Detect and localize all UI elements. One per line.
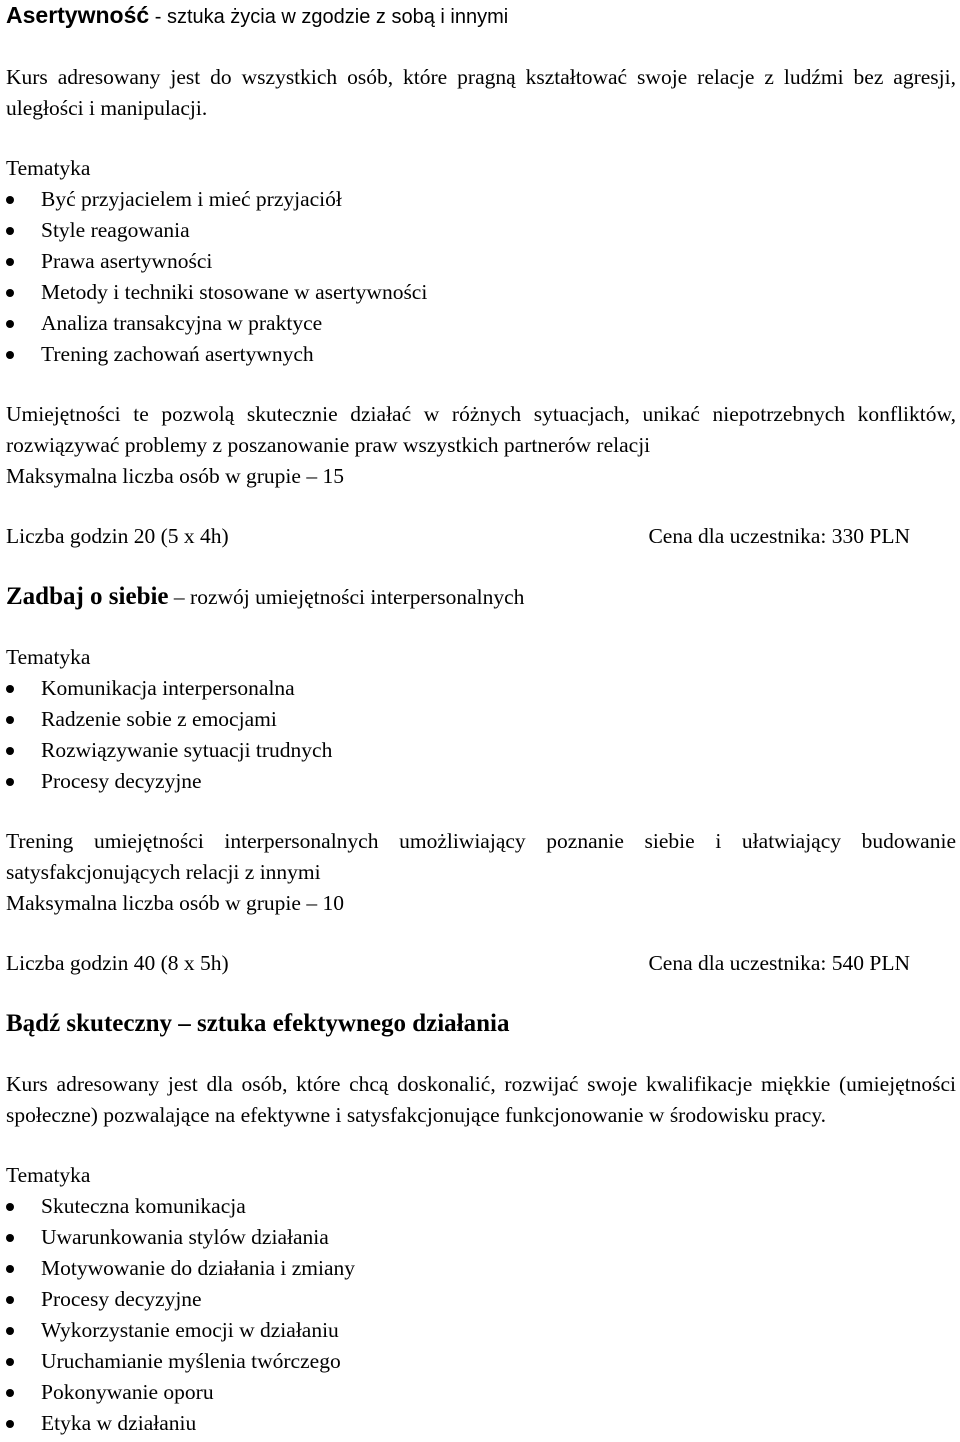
course-hours: Liczba godzin 20 (5 x 4h) xyxy=(6,524,229,548)
list-item: Komunikacja interpersonalna xyxy=(6,673,956,704)
bullet-icon xyxy=(6,1389,14,1397)
course-zadbaj-o-siebie xyxy=(6,581,956,979)
course-title-line xyxy=(6,0,956,33)
list-item: Analiza transakcyjna w praktyce xyxy=(6,308,956,339)
bullet-icon xyxy=(6,1358,14,1366)
bullet-icon xyxy=(6,747,14,755)
bullet-icon xyxy=(6,351,14,359)
list-item: Procesy decyzyjne xyxy=(6,766,956,797)
bullet-icon xyxy=(6,227,14,235)
bullet-icon xyxy=(6,258,14,266)
course-meta-row xyxy=(6,521,910,552)
course-badz-skuteczny xyxy=(6,1008,956,1439)
list-item: Wykorzystanie emocji w działaniu xyxy=(6,1315,956,1346)
course-intro: Kurs adresowany jest dla osób, które chcą doskonalić, rozwijać swoje kwalifikacje miękkie (umiejętności społeczne) pozwalające na efektywne i satysfakcjonujące funkcjonowanie w środowisku pracy. xyxy=(6,1072,956,1127)
course-price: Cena dla uczestnika: 540 PLN xyxy=(648,951,910,975)
topics-label: Tematyka xyxy=(6,156,91,180)
bullet-icon xyxy=(6,1234,14,1242)
course-title: Asertywność xyxy=(6,2,150,28)
list-item: Pokonywanie oporu xyxy=(6,1377,956,1408)
list-item: Style reagowania xyxy=(6,215,956,246)
course-title-line xyxy=(6,581,956,613)
bullet-icon xyxy=(6,1265,14,1273)
list-item: Metody i techniki stosowane w asertywności xyxy=(6,277,956,308)
topics-label: Tematyka xyxy=(6,645,91,669)
list-item: Rozwiązywanie sytuacji trudnych xyxy=(6,735,956,766)
course-title-line xyxy=(6,1008,956,1040)
topics-list xyxy=(6,1191,956,1439)
list-item: Być przyjacielem i mieć przyjaciół xyxy=(6,184,956,215)
list-item: Uruchamianie myślenia twórczego xyxy=(6,1346,956,1377)
list-item: Procesy decyzyjne xyxy=(6,1284,956,1315)
list-item: Etyka w działaniu xyxy=(6,1408,956,1439)
course-meta-row xyxy=(6,948,910,979)
course-description: Umiejętności te pozwolą skutecznie działać w różnych sytuacjach, unikać niepotrzebnych konfliktów, rozwiązywać problemy z poszanowanie praw wszystkich partnerów relacji xyxy=(6,402,956,457)
course-subtitle: - sztuka życia w zgodzie z sobą i innymi xyxy=(149,6,509,28)
bullet-icon xyxy=(6,289,14,297)
max-group-size: Maksymalna liczba osób w grupie – 15 xyxy=(6,464,344,488)
list-item: Motywowanie do działania i zmiany xyxy=(6,1253,956,1284)
bullet-icon xyxy=(6,1420,14,1428)
course-hours: Liczba godzin 40 (8 x 5h) xyxy=(6,951,229,975)
course-description: Trening umiejętności interpersonalnych umożliwiający poznanie siebie i ułatwiający budowanie satysfakcjonujących relacji z innymi xyxy=(6,829,956,884)
list-item: Uwarunkowania stylów działania xyxy=(6,1222,956,1253)
bullet-icon xyxy=(6,1296,14,1304)
list-item: Radzenie sobie z emocjami xyxy=(6,704,956,735)
bullet-icon xyxy=(6,1327,14,1335)
course-title: Bądź skuteczny – sztuka efektywnego działania xyxy=(6,1010,510,1037)
bullet-icon xyxy=(6,685,14,693)
list-item: Trening zachowań asertywnych xyxy=(6,339,956,370)
document-page xyxy=(6,0,956,1439)
bullet-icon xyxy=(6,1203,14,1211)
course-price: Cena dla uczestnika: 330 PLN xyxy=(648,524,910,548)
list-item: Skuteczna komunikacja xyxy=(6,1191,956,1222)
course-subtitle: – rozwój umiejętności interpersonalnych xyxy=(168,585,525,609)
topics-list xyxy=(6,184,956,370)
course-title: Zadbaj o siebie xyxy=(6,583,169,610)
max-group-size: Maksymalna liczba osób w grupie – 10 xyxy=(6,891,344,915)
course-intro: Kurs adresowany jest do wszystkich osób, które pragną kształtować swoje relacje z ludźmi bez agresji, uległości i manipulacji. xyxy=(6,65,956,120)
bullet-icon xyxy=(6,196,14,204)
bullet-icon xyxy=(6,778,14,786)
topics-list xyxy=(6,673,956,797)
list-item: Prawa asertywności xyxy=(6,246,956,277)
bullet-icon xyxy=(6,716,14,724)
bullet-icon xyxy=(6,320,14,328)
course-asertywnosc xyxy=(6,0,956,552)
topics-label: Tematyka xyxy=(6,1163,91,1187)
